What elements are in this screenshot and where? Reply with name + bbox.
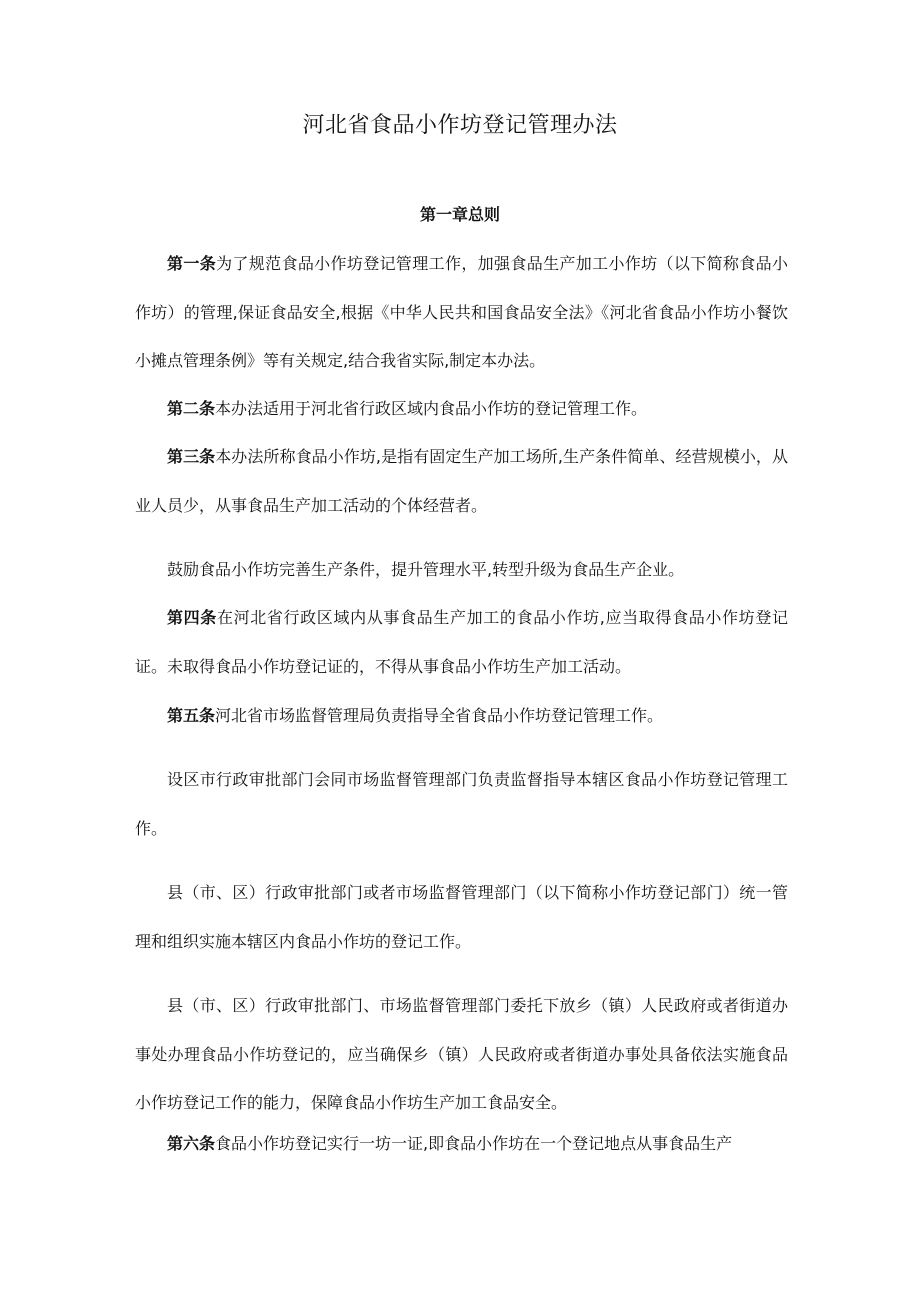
paragraph-text: 为了规范食品小作坊登记管理工作，加强食品生产加工小作坊（以下简称食品小作坊）的管理,保证食品安全,根据《中华人民共和国食品安全法》《河北省食品小作坊小餐饮小摊点管理条例》等有关规定,结合我省实际,制定本办法。 bbox=[135, 254, 788, 370]
chapter-heading: 第一章总则 bbox=[419, 205, 500, 224]
paragraph-text: 河北省市场监督管理局负责指导全省食品小作坊登记管理工作。 bbox=[215, 706, 664, 725]
paragraph-article-1 bbox=[135, 240, 788, 386]
paragraph-article-5-clause-4 bbox=[135, 982, 788, 1128]
paragraph-text: 食品小作坊登记实行一坊一证,即食品小作坊在一个登记地点从事食品生产 bbox=[215, 1134, 733, 1153]
paragraph-text: 本办法所称食品小作坊,是指有固定生产加工场所,生产条件简单、经营规模小，从业人员少，从事食品生产加工活动的个体经营者。 bbox=[135, 447, 788, 515]
article-number: 第三条 bbox=[167, 447, 216, 466]
paragraph-text: 鼓励食品小作坊完善生产条件，提升管理水平,转型升级为食品生产企业。 bbox=[167, 560, 685, 579]
article-number: 第一条 bbox=[167, 254, 217, 273]
article-number: 第六条 bbox=[167, 1134, 216, 1153]
paragraph-article-5-clause-2 bbox=[135, 756, 788, 853]
paragraph-text: 县（市、区）行政审批部门、市场监督管理部门委托下放乡（镇）人民政府或者街道办事处办理食品小作坊登记的，应当确保乡（镇）人民政府或者街道办事处具备依法实施食品小作坊登记工作的能力，保障食品小作坊生产加工食品安全。 bbox=[135, 996, 788, 1112]
paragraph-article-4 bbox=[135, 594, 788, 691]
paragraph-text: 本办法适用于河北省行政区域内食品小作坊的登记管理工作。 bbox=[215, 399, 648, 418]
paragraph-text: 设区市行政审批部门会同市场监督管理部门负责监督指导本辖区食品小作坊登记管理工作。 bbox=[135, 770, 788, 838]
paragraph-text: 在河北省行政区域内从事食品生产加工的食品小作坊,应当取得食品小作坊登记证。未取得食品小作坊登记证的，不得从事食品小作坊生产加工活动。 bbox=[135, 608, 788, 676]
paragraph-article-5 bbox=[135, 692, 788, 741]
article-number: 第五条 bbox=[167, 706, 216, 725]
article-number: 第二条 bbox=[167, 399, 216, 418]
paragraph-article-3 bbox=[135, 433, 788, 530]
paragraph-article-6 bbox=[135, 1120, 788, 1169]
paragraph-article-3-clause-2 bbox=[135, 546, 788, 595]
paragraph-article-2 bbox=[135, 385, 788, 434]
paragraph-text: 县（市、区）行政审批部门或者市场监督管理部门（以下简称小作坊登记部门）统一管理和组织实施本辖区内食品小作坊的登记工作。 bbox=[135, 883, 788, 951]
article-number: 第四条 bbox=[167, 608, 217, 627]
paragraph-article-5-clause-3 bbox=[135, 869, 788, 966]
document-title: 河北省食品小作坊登记管理办法 bbox=[302, 113, 618, 138]
